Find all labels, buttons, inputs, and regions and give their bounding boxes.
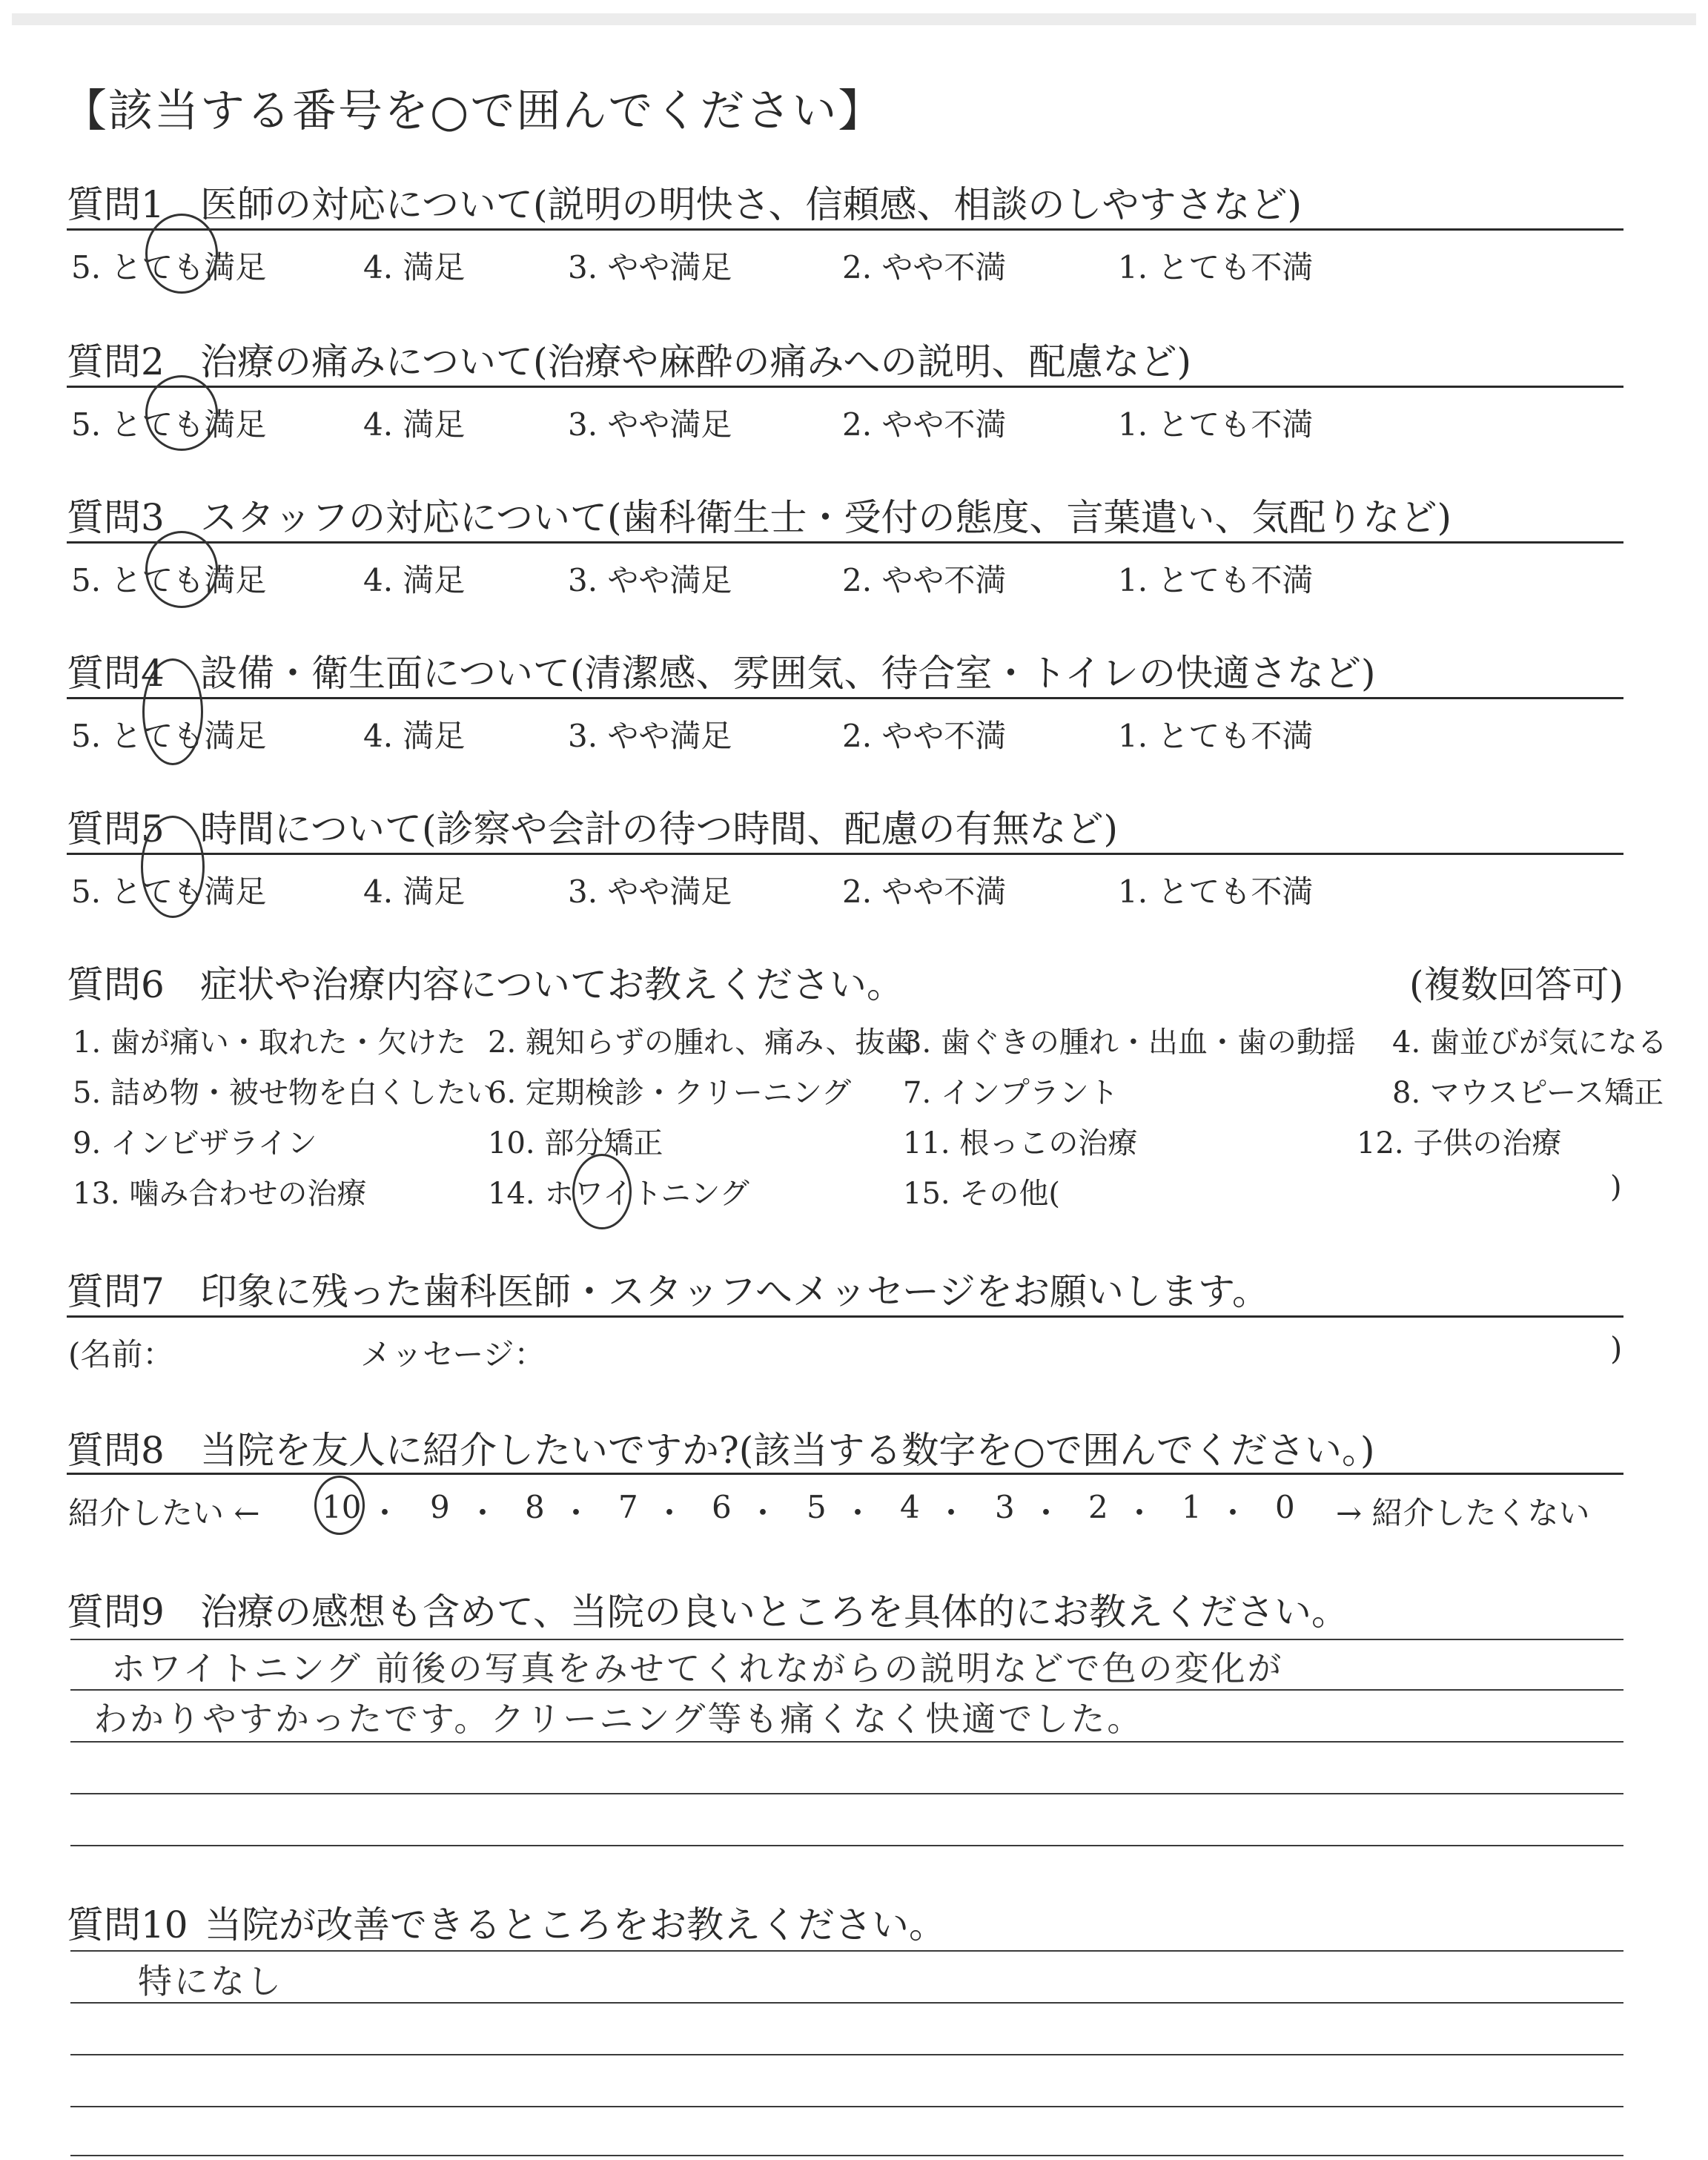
rating-option-1[interactable]: 1. とても不満 bbox=[1118, 249, 1314, 285]
name-label: (名前： bbox=[68, 1336, 174, 1373]
question-7-header bbox=[67, 1262, 1623, 1311]
answer-line bbox=[70, 1950, 1623, 1952]
rating-option-3[interactable]: 3. やや満足 bbox=[568, 562, 732, 598]
scale-dot: ・ bbox=[842, 1495, 874, 1531]
question-2-header bbox=[67, 332, 1623, 381]
rating-option-5[interactable]: 5. とても満足 bbox=[71, 562, 267, 598]
answer-line bbox=[70, 2106, 1623, 2107]
scale-right-label: → 紹介したくない bbox=[1336, 1495, 1590, 1531]
question-number: 質問8 bbox=[67, 1429, 165, 1472]
rating-option-3[interactable]: 3. やや満足 bbox=[568, 249, 732, 285]
question-rule bbox=[67, 1315, 1623, 1318]
scale-dot: ・ bbox=[1030, 1495, 1062, 1531]
question-1-header bbox=[67, 175, 1623, 224]
rating-options bbox=[67, 240, 1623, 285]
message-close: ) bbox=[1610, 1330, 1623, 1367]
scale-8[interactable]: 8 bbox=[525, 1489, 545, 1525]
symptom-option-7[interactable]: 7. インプラント bbox=[903, 1076, 1119, 1110]
question-4 bbox=[67, 644, 1623, 754]
symptom-option-4[interactable]: 4. 歯並びが気になる bbox=[1392, 1025, 1667, 1060]
symptom-option-1[interactable]: 1. 歯が痛い・取れた・欠けた bbox=[73, 1025, 466, 1060]
scale-2[interactable]: 2 bbox=[1088, 1489, 1108, 1525]
question-text: 治療の痛みについて(治療や麻酔の痛みへの説明、配慮など) bbox=[200, 340, 1192, 383]
answer-line bbox=[70, 1639, 1623, 1640]
symptom-option-2[interactable]: 2. 親知らずの腫れ、痛み、抜歯 bbox=[488, 1025, 915, 1060]
question-number: 質問5 bbox=[67, 807, 165, 851]
recommend-scale bbox=[67, 1486, 1623, 1530]
question-text: スタッフの対応について(歯科衛生士・受付の態度、言葉遣い、気配りなど) bbox=[200, 496, 1452, 539]
scale-4[interactable]: 4 bbox=[900, 1489, 920, 1525]
question-2 bbox=[67, 332, 1623, 443]
answer-line bbox=[70, 2054, 1623, 2055]
symptom-option-14[interactable]: 14. ホワイトニング bbox=[488, 1177, 749, 1211]
question-text: 印象に残った歯科医師・スタッフへメッセージをお願いします。 bbox=[200, 1270, 1269, 1313]
message-label: メッセージ： bbox=[360, 1336, 546, 1373]
scale-dot: ・ bbox=[747, 1495, 779, 1531]
scale-7[interactable]: 7 bbox=[618, 1489, 638, 1525]
scale-9[interactable]: 9 bbox=[430, 1489, 450, 1525]
rating-option-1[interactable]: 1. とても不満 bbox=[1118, 718, 1314, 754]
question-rule bbox=[67, 228, 1623, 231]
rating-option-3[interactable]: 3. やや満足 bbox=[568, 718, 732, 754]
symptom-option-11[interactable]: 11. 根っこの治療 bbox=[903, 1126, 1138, 1160]
question-3-header bbox=[67, 488, 1623, 537]
rating-option-4[interactable]: 4. 満足 bbox=[363, 873, 466, 910]
scale-dot: ・ bbox=[654, 1495, 686, 1531]
rating-option-3[interactable]: 3. やや満足 bbox=[568, 873, 732, 910]
rating-option-2[interactable]: 2. やや不満 bbox=[842, 249, 1007, 285]
scale-dot: ・ bbox=[467, 1495, 499, 1531]
symptom-option-5[interactable]: 5. 詰め物・被せ物を白くしたい bbox=[73, 1076, 496, 1110]
symptom-option-15-close: ) bbox=[1610, 1170, 1622, 1204]
question-3 bbox=[67, 488, 1623, 598]
scale-5[interactable]: 5 bbox=[807, 1489, 827, 1525]
rating-option-3[interactable]: 3. やや満足 bbox=[568, 406, 732, 443]
rating-option-1[interactable]: 1. とても不満 bbox=[1118, 406, 1314, 443]
question-5-header bbox=[67, 799, 1623, 851]
answer-line bbox=[70, 1845, 1623, 1846]
multiple-answers-note: (複数回答可) bbox=[1409, 963, 1623, 1006]
question-6-header bbox=[67, 955, 1623, 1004]
symptom-option-13[interactable]: 13. 噛み合わせの治療 bbox=[73, 1177, 367, 1211]
scale-0[interactable]: 0 bbox=[1275, 1489, 1295, 1525]
question-text: 当院を友人に紹介したいですか?(該当する数字を○で囲んでください。) bbox=[200, 1429, 1375, 1472]
rating-option-4[interactable]: 4. 満足 bbox=[363, 249, 466, 285]
handwritten-answer-line-1: 特になし bbox=[138, 1961, 283, 2001]
symptom-option-15[interactable]: 15. その他( bbox=[903, 1177, 1060, 1211]
scale-6[interactable]: 6 bbox=[712, 1489, 732, 1525]
question-rule bbox=[67, 853, 1623, 855]
rating-option-5[interactable]: 5. とても満足 bbox=[71, 873, 267, 910]
scale-dot: ・ bbox=[1124, 1495, 1156, 1531]
rating-option-1[interactable]: 1. とても不満 bbox=[1118, 873, 1314, 910]
question-number: 質問2 bbox=[67, 340, 165, 383]
question-6 bbox=[67, 955, 1667, 1211]
symptom-option-12[interactable]: 12. 子供の治療 bbox=[1357, 1126, 1562, 1160]
question-rule bbox=[67, 386, 1623, 388]
rating-option-2[interactable]: 2. やや不満 bbox=[842, 562, 1007, 598]
question-7 bbox=[67, 1262, 1623, 1373]
question-10-header bbox=[67, 1895, 1623, 1944]
rating-options bbox=[67, 865, 1623, 909]
page-title: 【該当する番号を○で囲んでください】 bbox=[62, 85, 884, 137]
question-9 bbox=[67, 1582, 1623, 1634]
rating-option-4[interactable]: 4. 満足 bbox=[363, 562, 466, 598]
scale-3[interactable]: 3 bbox=[995, 1489, 1015, 1525]
scale-10[interactable]: 10 bbox=[322, 1489, 362, 1525]
scale-left-label: 紹介したい ← bbox=[68, 1495, 260, 1531]
question-5 bbox=[67, 799, 1623, 910]
question-text: 症状や治療内容についてお教えください。 bbox=[200, 963, 904, 1006]
question-number: 質問1 bbox=[67, 183, 165, 226]
scan-edge bbox=[12, 13, 1696, 25]
rating-option-5[interactable]: 5. とても満足 bbox=[71, 718, 267, 754]
question-rule bbox=[67, 697, 1623, 699]
symptom-option-8[interactable]: 8. マウスピース矯正 bbox=[1392, 1076, 1664, 1110]
scale-dot: ・ bbox=[560, 1495, 592, 1531]
scale-1[interactable]: 1 bbox=[1182, 1489, 1202, 1525]
scale-dot: ・ bbox=[936, 1495, 967, 1531]
answer-line bbox=[70, 2002, 1623, 2004]
answer-line bbox=[70, 1793, 1623, 1794]
question-number: 質問10 bbox=[67, 1903, 188, 1946]
symptom-option-3[interactable]: 3. 歯ぐきの腫れ・出血・歯の動揺 bbox=[903, 1025, 1356, 1060]
question-number: 質問6 bbox=[67, 963, 165, 1006]
question-8-header bbox=[67, 1421, 1623, 1470]
question-text: 設備・衛生面について(清潔感、雰囲気、待合室・トイレの快適さなど) bbox=[200, 652, 1376, 695]
rating-option-2[interactable]: 2. やや不満 bbox=[842, 718, 1007, 754]
question-4-header bbox=[67, 644, 1623, 693]
symptom-option-6[interactable]: 6. 定期検診・クリーニング bbox=[488, 1076, 852, 1110]
question-number: 質問4 bbox=[67, 652, 165, 695]
question-text: 時間について(診察や会計の待つ時間、配慮の有無など) bbox=[200, 807, 1119, 851]
question-10 bbox=[67, 1895, 1623, 1944]
handwritten-answer-line-2: わかりやすかったです。クリーニング等も痛くなく快適でした。 bbox=[93, 1699, 1144, 1739]
symptom-option-10[interactable]: 10. 部分矯正 bbox=[488, 1126, 663, 1160]
question-number: 質問9 bbox=[67, 1591, 165, 1634]
question-1 bbox=[67, 175, 1623, 285]
rating-options bbox=[67, 397, 1623, 442]
message-row bbox=[67, 1327, 1623, 1372]
question-text: 当院が改善できるところをお教えください。 bbox=[205, 1903, 946, 1946]
rating-option-1[interactable]: 1. とても不満 bbox=[1118, 562, 1314, 598]
rating-option-5[interactable]: 5. とても満足 bbox=[71, 249, 267, 285]
rating-option-4[interactable]: 4. 満足 bbox=[363, 718, 466, 754]
rating-options bbox=[67, 709, 1623, 753]
symptom-option-9[interactable]: 9. インビザライン bbox=[73, 1126, 317, 1160]
question-number: 質問7 bbox=[67, 1270, 165, 1313]
question-8 bbox=[67, 1421, 1623, 1531]
scale-dot: ・ bbox=[369, 1495, 401, 1531]
rating-options bbox=[67, 553, 1623, 598]
rating-option-2[interactable]: 2. やや不満 bbox=[842, 406, 1007, 443]
scale-dot: ・ bbox=[1217, 1495, 1249, 1531]
rating-option-2[interactable]: 2. やや不満 bbox=[842, 873, 1007, 910]
rating-option-5[interactable]: 5. とても満足 bbox=[71, 406, 267, 443]
question-9-header bbox=[67, 1582, 1623, 1634]
question-number: 質問3 bbox=[67, 496, 165, 539]
answer-line bbox=[70, 2155, 1623, 2156]
handwritten-answer-line-1: ホワイトニング 前後の写真をみせてくれながらの説明などで色の変化が bbox=[111, 1648, 1284, 1688]
rating-option-4[interactable]: 4. 満足 bbox=[363, 406, 466, 443]
question-text: 治療の感想も含めて、当院の良いところを具体的にお教えください。 bbox=[200, 1591, 1348, 1634]
answer-line bbox=[70, 1741, 1623, 1743]
question-rule bbox=[67, 541, 1623, 544]
question-rule bbox=[67, 1473, 1623, 1475]
question-text: 医師の対応について(説明の明快さ、信頼感、相談のしやすさなど) bbox=[200, 183, 1302, 226]
